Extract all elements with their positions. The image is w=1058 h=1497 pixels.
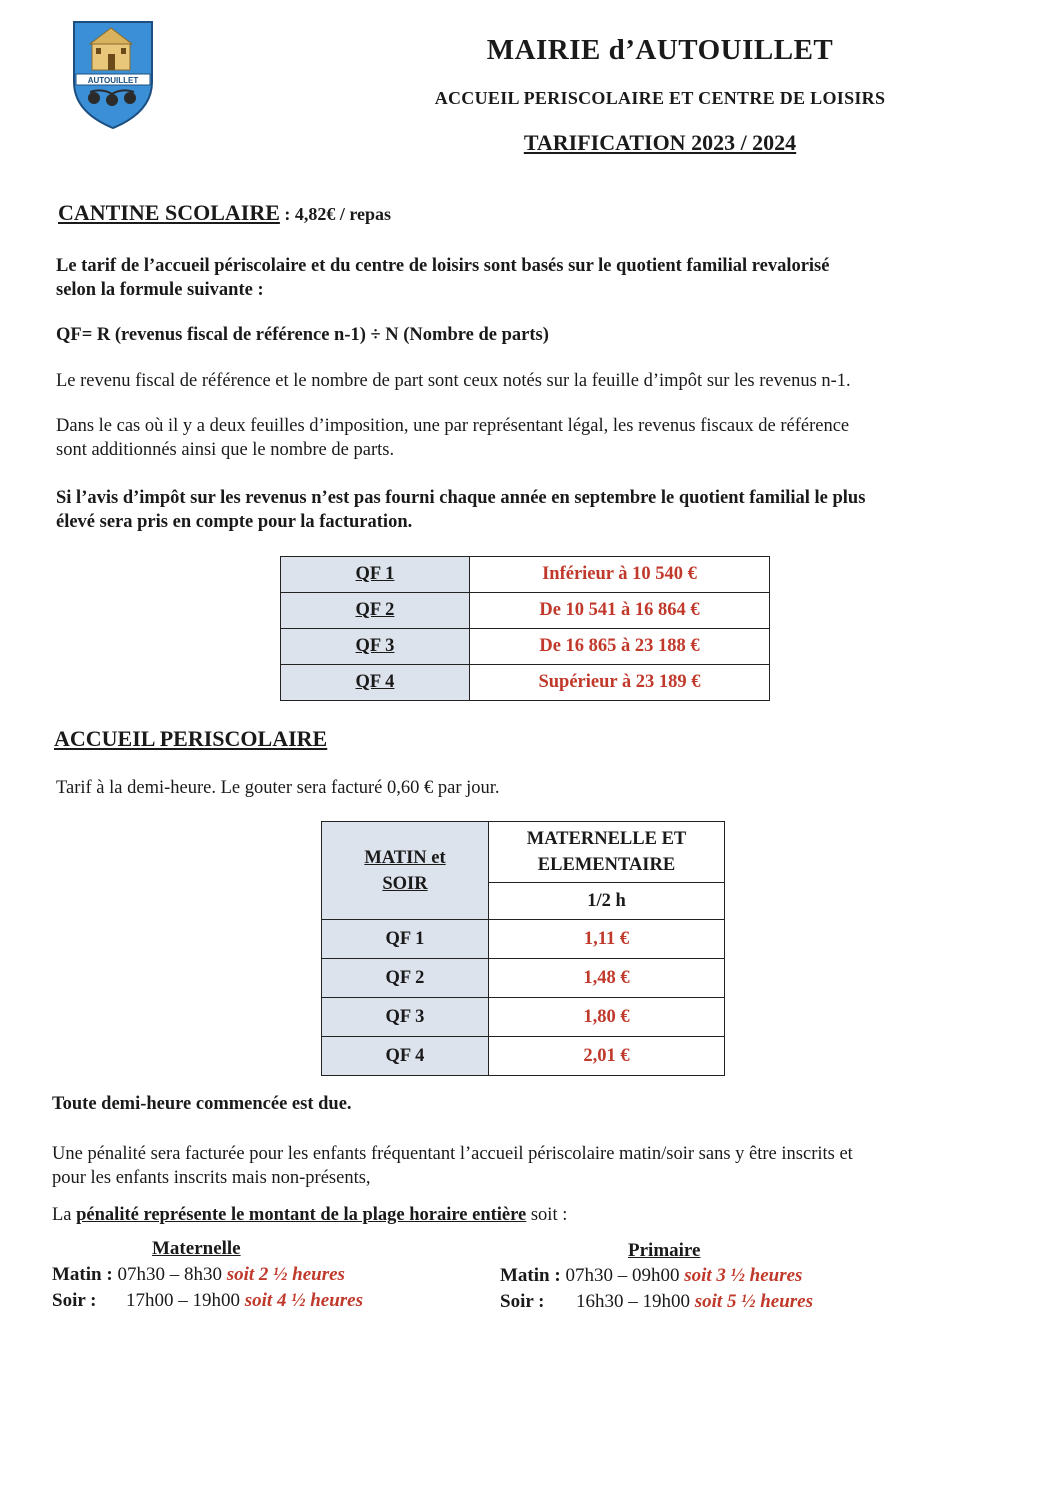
table-row: QF 2 1,48 € (322, 959, 725, 998)
level-header: MATERNELLE ET ELEMENTAIRE (489, 822, 725, 883)
unit-header: 1/2 h (489, 883, 725, 920)
cantine-label: CANTINE SCOLAIRE (58, 200, 280, 225)
table-row: QF 1 Inférieur à 10 540 € (281, 557, 770, 593)
table-row: QF 3 De 16 865 à 23 188 € (281, 629, 770, 665)
half-hour-due: Toute demi-heure commencée est due. (52, 1094, 352, 1114)
primaire-matin: Matin : 07h30 – 09h00 soit 3 ½ heures (500, 1265, 803, 1286)
table-row: QF 4 2,01 € (322, 1037, 725, 1076)
periscolaire-table (321, 821, 725, 1076)
primaire-title: Primaire (628, 1240, 701, 1261)
intro-paragraph: Le tarif de l’accueil périscolaire et du centre de loisirs sont basés sur le quotient familial revalorisé selon la formule suivante : (56, 256, 830, 300)
primaire-soir: Soir : 16h30 – 19h00 soit 5 ½ heures (500, 1291, 813, 1312)
crest-label: AUTOUILLET (87, 76, 139, 85)
tarification-heading: TARIFICATION 2023 / 2024 (523, 130, 797, 155)
table-row: QF 4 Supérieur à 23 189 € (281, 665, 770, 701)
page-subtitle: ACCUEIL PERISCOLAIRE ET CENTRE DE LOISIRS (434, 88, 886, 108)
maternelle-matin: Matin : 07h30 – 8h30 soit 2 ½ heures (52, 1264, 345, 1285)
town-crest-icon (72, 20, 154, 130)
table-row: QF 1 1,11 € (322, 920, 725, 959)
table-row: QF 2 De 10 541 à 16 864 € (281, 593, 770, 629)
qf-table (280, 556, 770, 701)
maternelle-soir: Soir : 17h00 – 19h00 soit 4 ½ heures (52, 1290, 363, 1311)
two-tax-paragraph: Dans le cas où il y a deux feuilles d’imposition, une par représentant légal, les revenus fiscaux de référence sont additionnés ainsi que le nombre de parts. (56, 416, 850, 460)
matin-soir-header: MATIN et SOIR (322, 822, 489, 920)
penalty-paragraph: Une pénalité sera facturée pour les enfants fréquentant l’accueil périscolaire matin/soir sans y être inscrits et pour les enfants inscrits mais non-présents, (52, 1144, 853, 1188)
revenue-paragraph: Le revenu fiscal de référence et le nombre de part sont ceux notés sur la feuille d’impôt sur les revenus n-1. (56, 371, 851, 391)
cantine-heading (58, 200, 391, 226)
cantine-price: : 4,82€ / repas (279, 204, 392, 224)
penalty-definition: La pénalité représente le montant de la plage horaire entière soit : (52, 1205, 568, 1225)
accueil-heading: ACCUEIL PERISCOLAIRE (54, 726, 328, 751)
qf-formula: QF= R (revenus fiscal de référence n-1) ÷ N (Nombre de parts) (56, 325, 549, 345)
table-row: QF 3 1,80 € (322, 998, 725, 1037)
page-title: MAIRIE d’AUTOUILLET (486, 34, 834, 66)
accueil-intro: Tarif à la demi-heure. Le gouter sera facturé 0,60 € par jour. (56, 778, 500, 798)
maternelle-title: Maternelle (152, 1238, 241, 1259)
missing-tax-paragraph: Si l’avis d’impôt sur les revenus n’est pas fourni chaque année en septembre le quotient familial le plus élevé sera pris en compte pour la facturation. (56, 488, 866, 532)
